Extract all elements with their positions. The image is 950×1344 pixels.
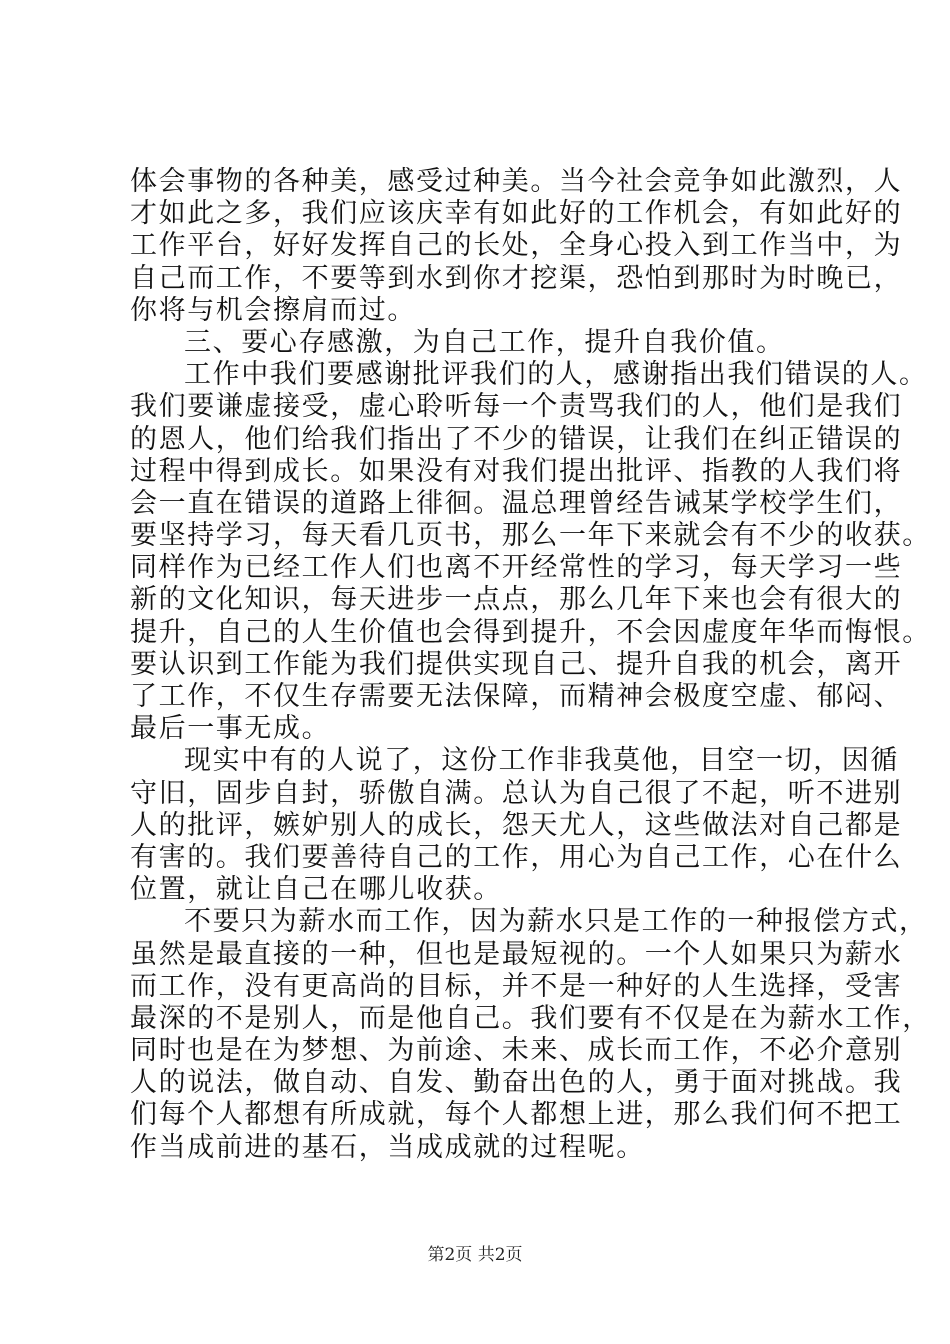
text-line: 了工作，不仅生存需要无法保障，而精神会极度空虚、郁闷、 bbox=[130, 681, 903, 712]
text-line: 不要只为薪水而工作，因为薪水只是工作的一种报偿方式， bbox=[184, 906, 928, 938]
text-line: 现实中有的人说了，这份工作非我莫他，目空一切，因循 bbox=[184, 745, 899, 777]
text-line: 有害的。我们要善待自己的工作，用心为自己工作，心在什么 bbox=[130, 841, 903, 873]
text-line: 同时也是在为梦想、为前途、未来、成长而工作，不必介意别 bbox=[130, 1035, 903, 1067]
text-line: 同样作为已经工作人们也离不开经常性的学习，每天学习一些 bbox=[130, 552, 903, 584]
text-line: 最深的不是别人，而是他自己。我们要有不仅是在为薪水工作， bbox=[130, 1002, 931, 1034]
text-line: 自己而工作，不要等到水到你才挖渠，恐怕到那时为时晚已， bbox=[130, 262, 903, 294]
text-line: 新的文化知识，每天进步一点点，那么几年下来也会有很大的 bbox=[130, 584, 903, 616]
text-line: 要认识到工作能为我们提供实现自己、提升自我的机会，离开 bbox=[130, 648, 903, 680]
page-footer: 第2页 共2页 bbox=[427, 1245, 523, 1265]
text-line: 我们要谦虚接受，虚心聆听每一个责骂我们的人，他们是我们 bbox=[130, 391, 903, 423]
text-line: 体会事物的各种美，感受过种美。当今社会竞争如此激烈，人 bbox=[130, 166, 903, 197]
text-line: 最后一事无成。 bbox=[130, 713, 331, 745]
text-line: 提升，自己的人生价值也会得到提升，不会因虚度年华而悔恨。 bbox=[130, 616, 931, 648]
text-line: 过程中得到成长。如果没有对我们提出批评、指教的人我们将 bbox=[130, 455, 903, 487]
document-body bbox=[130, 166, 931, 1164]
text-line: 守旧，固步自封，骄傲自满。总认为自己很了不起，听不进别 bbox=[130, 777, 903, 809]
text-line: 位置，就让自己在哪儿收获。 bbox=[130, 874, 502, 906]
text-line: 工作平台，好好发挥自己的长处，全身心投入到工作当中，为 bbox=[130, 230, 903, 262]
text-line: 人的说法，做自动、自发、勤奋出色的人，勇于面对挑战。我 bbox=[130, 1067, 903, 1099]
text-line: 三、要心存感激，为自己工作，提升自我价值。 bbox=[184, 326, 785, 358]
text-line: 作当成前进的基石，当成成就的过程呢。 bbox=[130, 1131, 645, 1163]
text-line: 工作中我们要感谢批评我们的人，感谢指出我们错误的人。 bbox=[184, 359, 928, 391]
text-line: 而工作，没有更高尚的目标，并不是一种好的人生选择，受害 bbox=[130, 970, 903, 1002]
text-line: 的恩人，他们给我们指出了不少的错误，让我们在纠正错误的 bbox=[130, 423, 903, 455]
text-line: 会一直在错误的道路上徘徊。温总理曾经告诫某学校学生们， bbox=[130, 487, 903, 519]
text-line: 你将与机会擦肩而过。 bbox=[130, 294, 416, 326]
text-line: 才如此之多，我们应该庆幸有如此好的工作机会，有如此好的 bbox=[130, 198, 903, 230]
text-line: 人的批评，嫉妒别人的成长，怨天尤人，这些做法对自己都是 bbox=[130, 809, 903, 841]
text-line: 们每个人都想有所成就，每个人都想上进，那么我们何不把工 bbox=[130, 1099, 903, 1131]
text-line: 要坚持学习，每天看几页书，那么一年下来就会有不少的收获。 bbox=[130, 520, 931, 552]
text-line: 虽然是最直接的一种，但也是最短视的。一个人如果只为薪水 bbox=[130, 938, 903, 970]
